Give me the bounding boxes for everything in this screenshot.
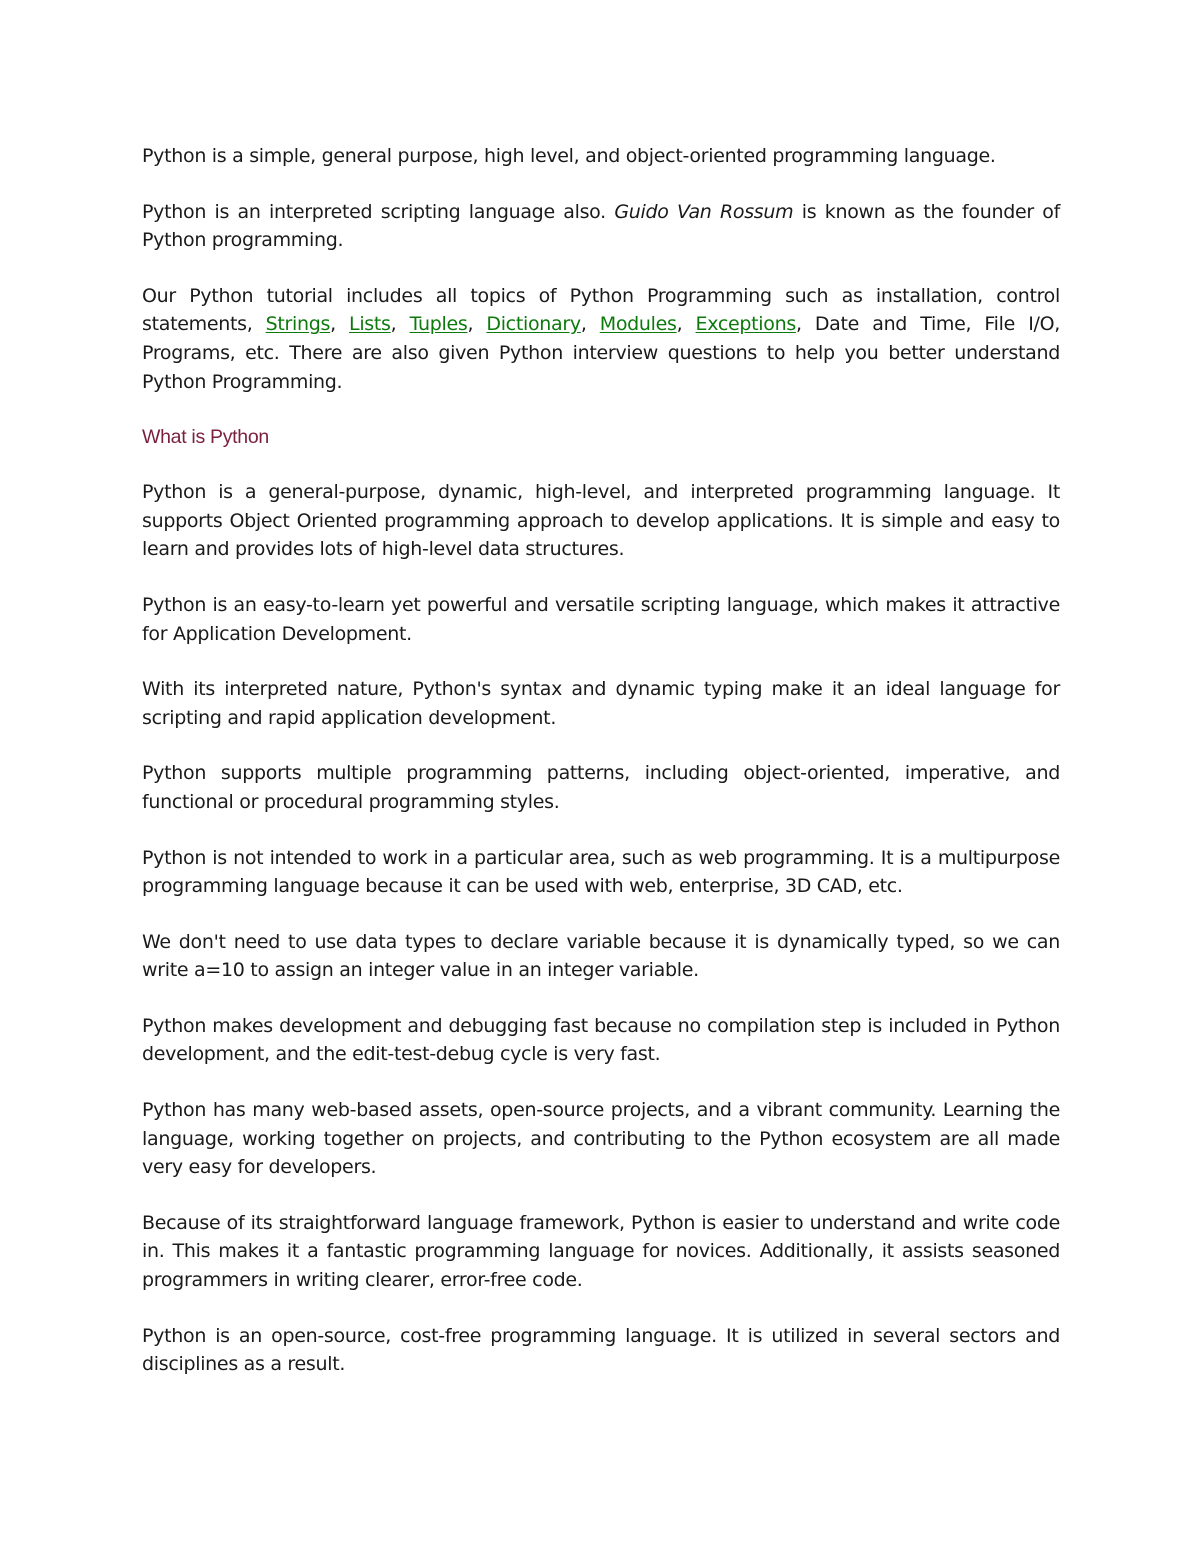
link-lists[interactable]: Lists <box>349 313 391 336</box>
body-paragraph: Python is an open-source, cost-free programming language. It is utilized in several sectors and disciplines as a result. <box>142 1324 1060 1376</box>
link-dictionary[interactable]: Dictionary <box>486 313 581 336</box>
link-tuples[interactable]: Tuples <box>409 313 468 336</box>
founder-text-before: Python is an interpreted scripting language also. <box>142 200 615 223</box>
body-paragraph: Python is not intended to work in a particular area, such as web programming. It is a multipurpose programming language because it can be used with web, enterprise, 3D CAD, etc. <box>142 846 1060 898</box>
link-exceptions[interactable]: Exceptions <box>695 313 796 336</box>
body-paragraph: Python supports multiple programming patterns, including object-oriented, imperative, and functional or procedural programming styles. <box>142 762 1060 813</box>
section-heading: What is Python <box>142 426 269 449</box>
body-paragraph: With its interpreted nature, Python's syntax and dynamic typing make it an ideal language for scripting and rapid application development. <box>142 678 1060 729</box>
body-paragraph: Python is an easy-to-learn yet powerful and versatile scripting language, which makes it attractive for Application Development. <box>142 593 1060 645</box>
intro-paragraph: Python is a simple, general purpose, high level, and object-oriented programming language. <box>142 145 996 167</box>
body-paragraph: Python is a general-purpose, dynamic, high-level, and interpreted programming language. It supports Object Oriented programming approach to develop applications. It is simple and easy to learn and provides lots of high-level data structures. <box>142 481 1060 561</box>
founder-text-after: is known as the founder of Python programming. <box>142 200 1060 252</box>
body-paragraph: We don't need to use data types to declare variable because it is dynamically typed, so we can write a=10 to assign an integer value in an integer variable. <box>142 930 1060 982</box>
founder-name: Guido Van Rossum <box>614 200 794 223</box>
document-body <box>142 142 1060 1406</box>
topics-text-before: Our Python tutorial includes all topics of Python Programming such as installation, control statements, <box>142 284 1060 336</box>
body-paragraph: Python makes development and debugging fast because no compilation step is included in Python development, and the edit-test-debug cycle is very fast. <box>142 1014 1060 1066</box>
topics-paragraph: Our Python tutorial includes all topics of Python Programming such as installation, control statements, Strings, Lists, Tuples, Dictionary, Modules, Exceptions, Date and Time, File I/O, Programs, etc. There are also given Python interview questions to help you better understand Python Programming. <box>142 284 1060 393</box>
link-strings[interactable]: Strings <box>265 313 331 336</box>
body-paragraph: Python has many web-based assets, open-source projects, and a vibrant community. Learning the language, working together on projects, and contributing to the Python ecosystem are all made very easy for developers. <box>142 1099 1060 1179</box>
topics-text-after: Date and Time, File I/O, Programs, etc. There are also given Python interview questions to help you better understand Python Programming. <box>142 313 1060 393</box>
link-modules[interactable]: Modules <box>599 313 677 336</box>
body-paragraph: Because of its straightforward language framework, Python is easier to understand and write code in. This makes it a fantastic programming language for novices. Additionally, it assists seasoned programmers in writing clearer, error-free code. <box>142 1211 1060 1292</box>
founder-paragraph <box>142 198 1060 255</box>
